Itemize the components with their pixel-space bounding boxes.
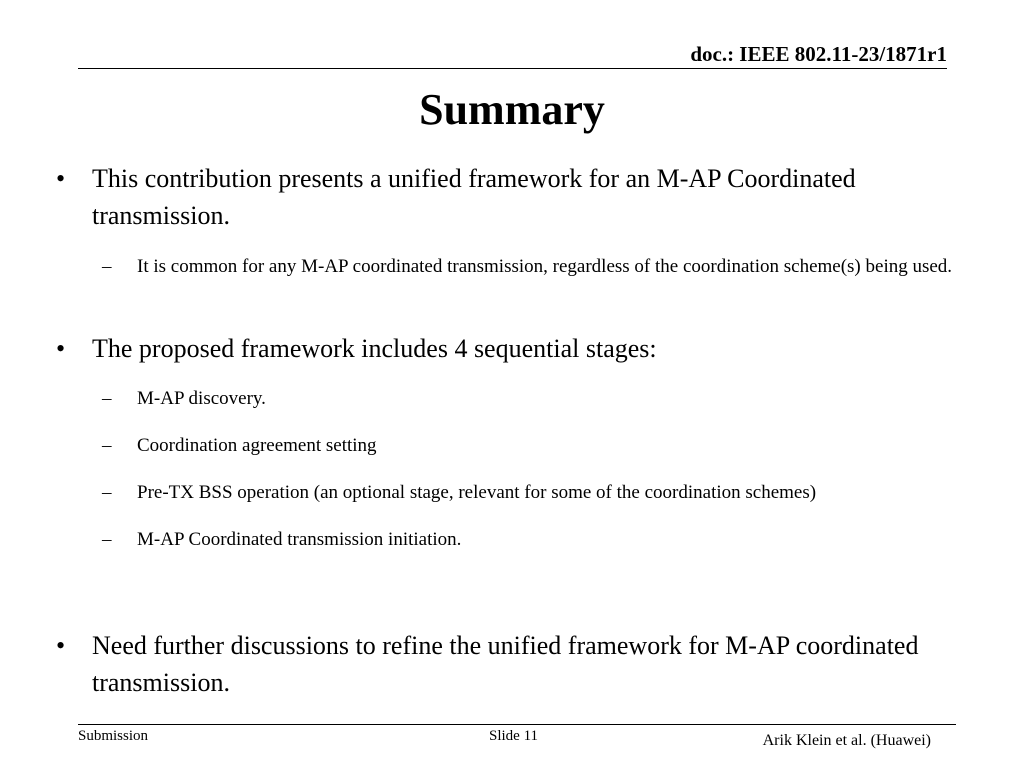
document-id: doc.: IEEE 802.11-23/1871r1 — [690, 42, 947, 66]
bullet-text: This contribution presents a unified framework for an M-AP Coordinated transmission. — [92, 164, 856, 230]
bullet-item-1 — [56, 160, 956, 234]
bullet-item-3 — [56, 627, 956, 701]
bullet-text: The proposed framework includes 4 sequential stages: — [92, 334, 657, 363]
footer-submission: Submission — [78, 728, 149, 744]
slide-title: Summary — [419, 85, 605, 134]
sub-bullet-marker: – — [102, 388, 112, 409]
sub-bullet-marker: – — [102, 256, 112, 277]
sub-bullet-item — [102, 478, 962, 508]
footer-author: Arik Klein et al. (Huawei) — [762, 732, 931, 749]
sub-bullet-item — [102, 384, 962, 414]
footer-divider — [78, 724, 956, 725]
sub-bullet-text: It is common for any M-AP coordinated transmission, regardless of the coordination scheme(s) being used. — [137, 256, 953, 277]
bullet-marker: • — [56, 631, 66, 660]
bullet-item-2 — [56, 330, 956, 367]
sub-bullet-text: M-AP Coordinated transmission initiation. — [137, 529, 462, 550]
sub-bullet-marker: – — [102, 435, 112, 456]
bullet-marker: • — [56, 334, 66, 363]
sub-bullet-marker: – — [102, 529, 112, 550]
sub-bullet-marker: – — [102, 482, 112, 503]
header-divider — [78, 68, 947, 69]
sub-bullet-item — [102, 525, 962, 555]
sub-bullet-text: M-AP discovery. — [137, 388, 266, 409]
bullet-text: Need further discussions to refine the unified framework for M-AP coordinated transmission. — [92, 631, 919, 697]
sub-bullet-item — [102, 431, 962, 461]
slide-number: Slide 11 — [489, 728, 539, 744]
bullet-marker: • — [56, 164, 66, 193]
sub-bullet-text: Pre-TX BSS operation (an optional stage, relevant for some of the coordination schemes) — [137, 482, 817, 503]
sub-bullet-item — [102, 252, 962, 282]
sub-bullet-text: Coordination agreement setting — [137, 435, 377, 456]
